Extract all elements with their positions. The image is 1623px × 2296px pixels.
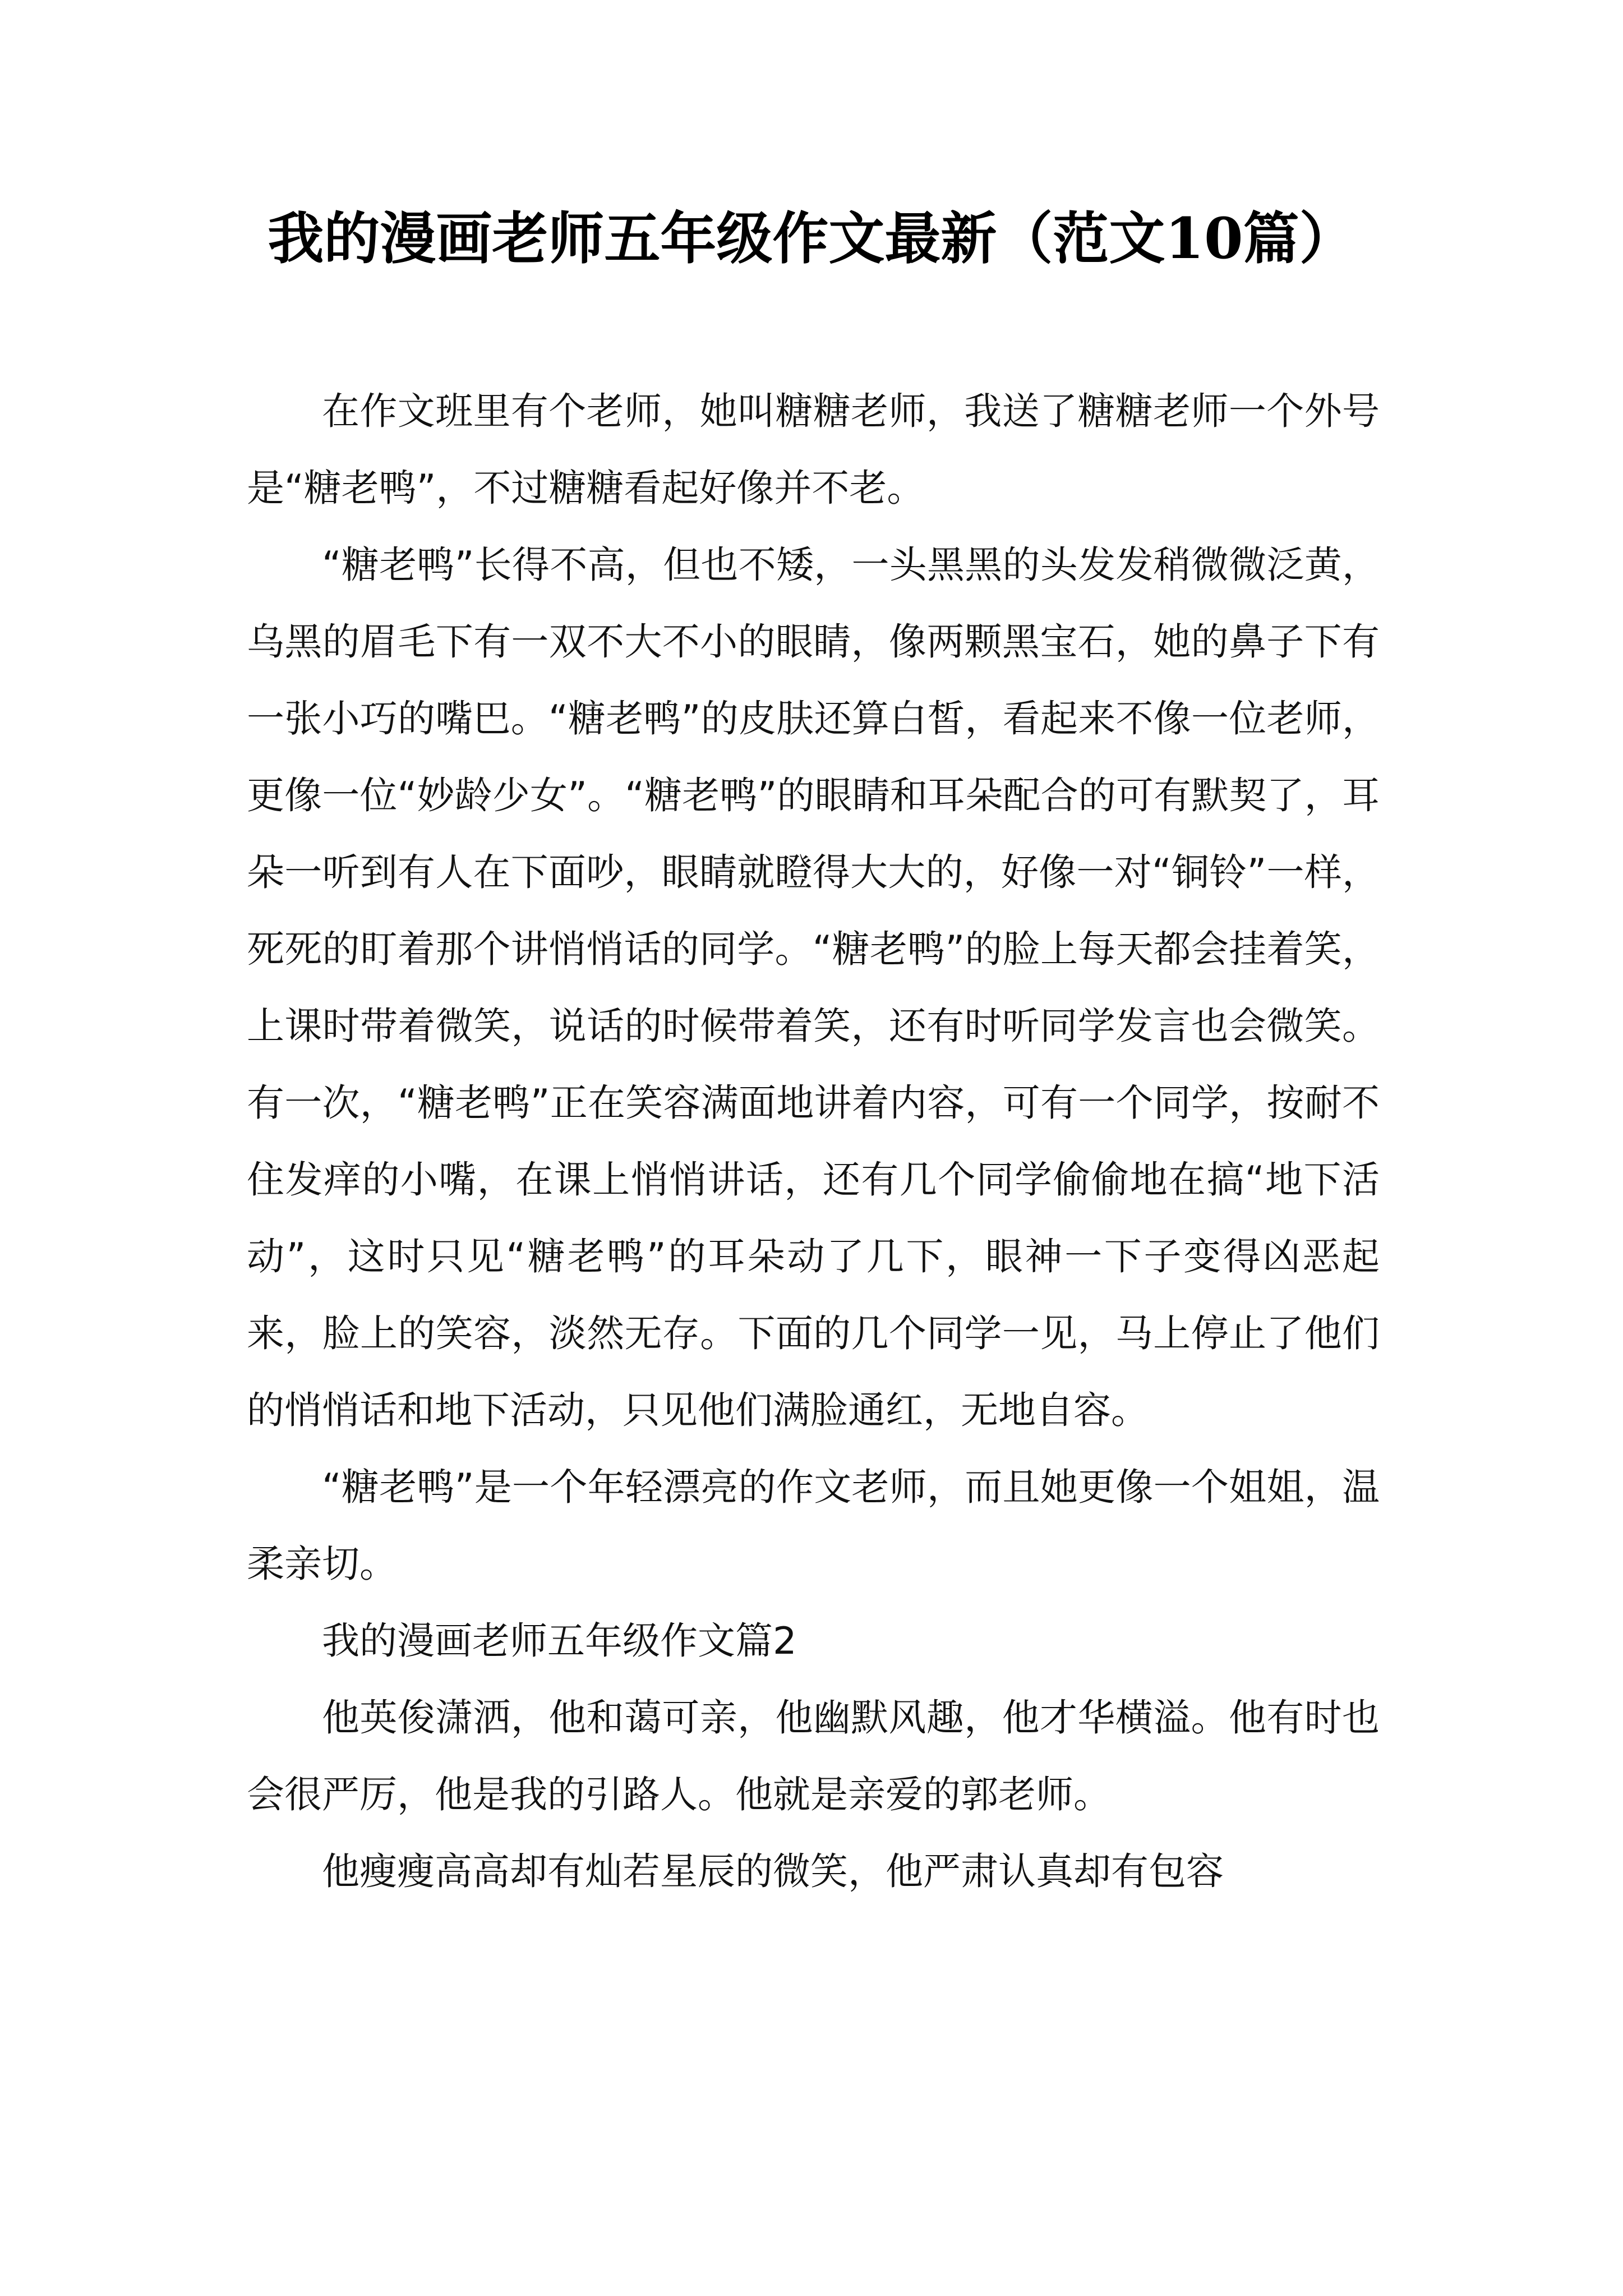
document-body <box>247 373 1380 1910</box>
document-title: 我的漫画老师五年级作文最新（范文10篇） <box>268 205 1355 272</box>
paragraph-intro: 在作文班里有个老师，她叫糖糖老师，我送了糖糖老师一个外号是“糖老鸭”，不过糖糖看起好像并不老。 <box>247 389 1380 510</box>
paragraph-description: “糖老鸭”长得不高，但也不矮，一头黑黑的头发发稍微微泛黄，乌黑的眉毛下有一双不大不小的眼睛，像两颗黑宝石，她的鼻子下有一张小巧的嘴巴。“糖老鸭”的皮肤还算白皙，看起来不像一位老师，更像一位“妙龄少女”。“糖老鸭”的眼睛和耳朵配合的可有默契了，耳朵一听到有人在下面吵，眼睛就瞪得大大的，好像一对“铜铃”一样，死死的盯着那个讲悄悄话的同学。“糖老鸭”的脸上每天都会挂着笑，上课时带着微笑，说话的时候带着笑，还有时听同学发言也会微笑。有一次，“糖老鸭”正在笑容满面地讲着内容，可有一个同学，按耐不住发痒的小嘴，在课上悄悄讲话，还有几个同学偷偷地在搞“地下活动”，这时只见“糖老鸭”的耳朵动了几下，眼神一下子变得凶恶起来，脸上的笑容，淡然无存。下面的几个同学一见，马上停止了他们的悄悄话和地下活动，只见他们满脸通红，无地自容。 <box>247 543 1380 1432</box>
paragraph-conclusion: “糖老鸭”是一个年轻漂亮的作文老师，而且她更像一个姐姐，温柔亲切。 <box>247 1465 1380 1586</box>
paragraph-essay-2-intro: 他英俊潇洒，他和蔼可亲，他幽默风趣，他才华横溢。他有时也会很严厉，他是我的引路人。他就是亲爱的郭老师。 <box>247 1696 1380 1816</box>
paragraph-essay-2-continued: 他瘦瘦高高却有灿若星辰的微笑，他严肃认真却有包容 <box>322 1849 1224 1893</box>
section-heading-essay-2: 我的漫画老师五年级作文篇2 <box>322 1619 797 1663</box>
